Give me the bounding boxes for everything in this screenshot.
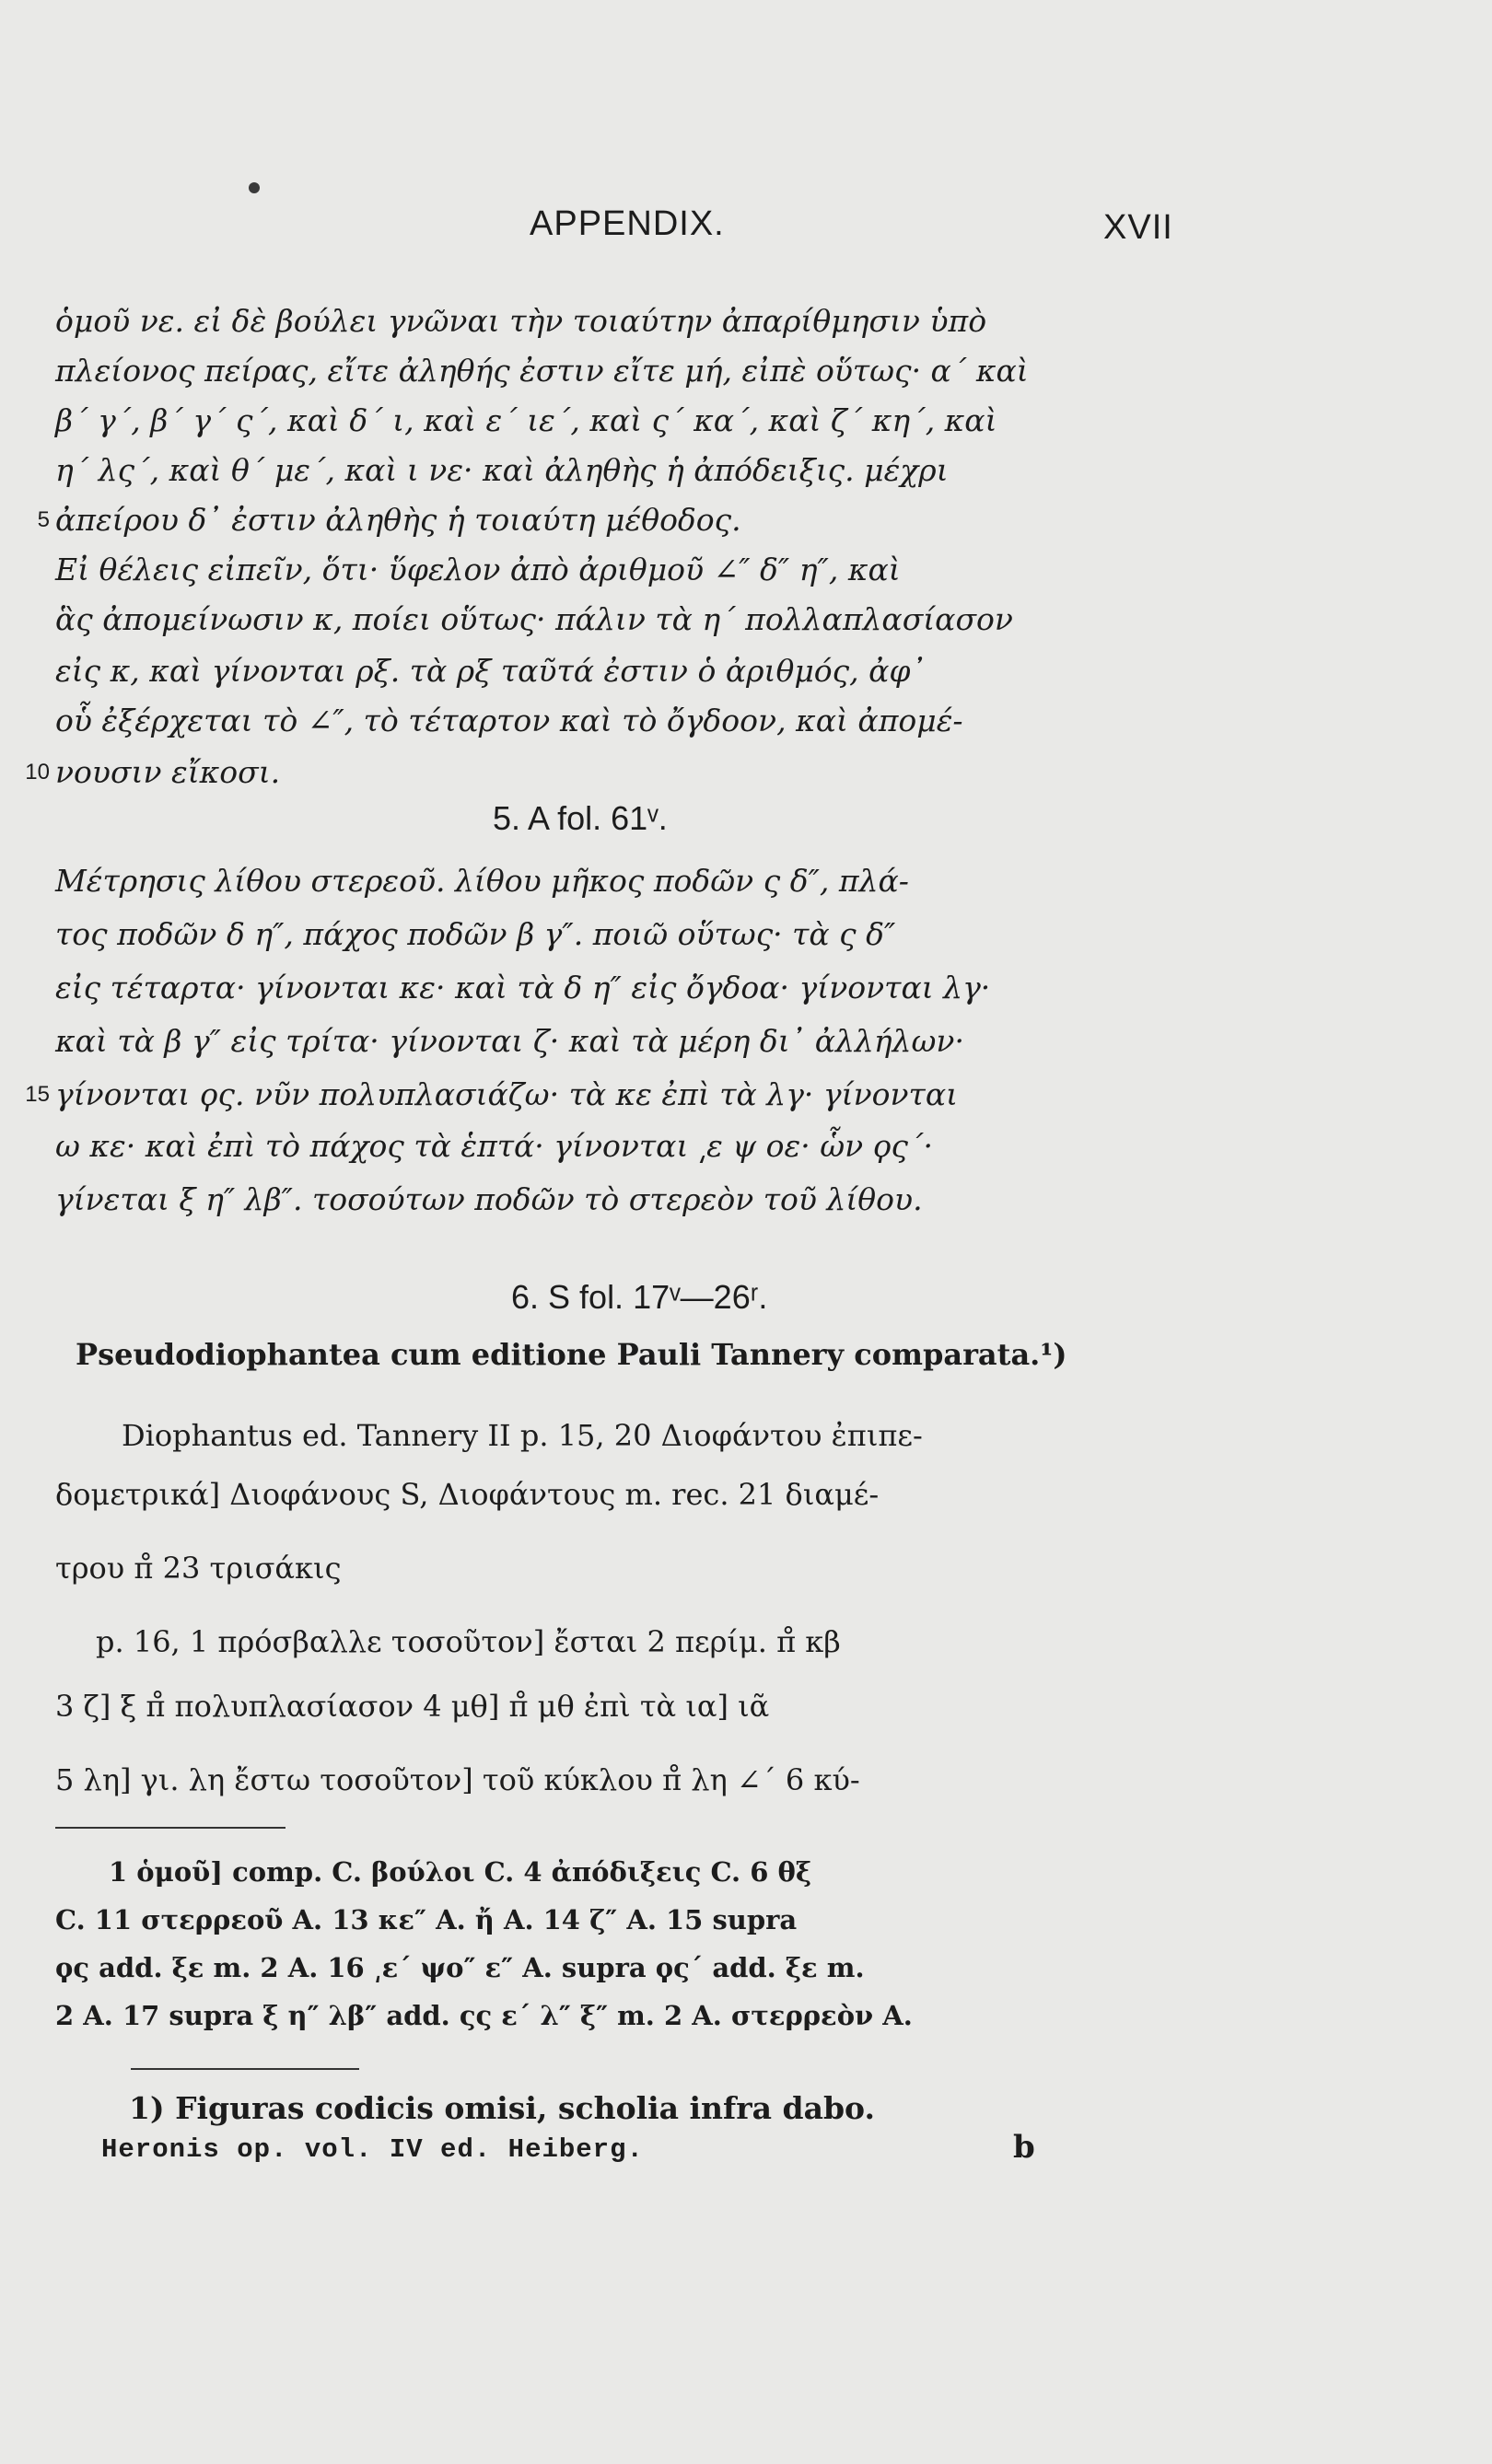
text-line: ὁμοῦ νε. εἰ δὲ βούλει γνῶναι τὴν τοιαύτην ἀπαρίθμησιν ὑπὸ <box>55 303 987 339</box>
line-number: 5 <box>37 507 50 532</box>
text-line: ω κε· καὶ ἐπὶ τὸ πάχος τὰ ἑπτά· γίνονται ͵ε ψ οε· ὧν ϙς´· <box>55 1128 934 1164</box>
text-line: εἰς τέταρτα· γίνονται κε· καὶ τὰ δ η″ εἰς ὄγδοα· γίνονται λγ· <box>55 970 991 1005</box>
running-title: APPENDIX. <box>530 204 725 243</box>
section-heading-6: 6. S fol. 17ᵛ—26ʳ. <box>511 1278 768 1316</box>
text-line: γίνεται ξ η″ λβ″. τοσούτων ποδῶν τὸ στερεὸν τοῦ λίθου. <box>55 1181 923 1217</box>
text-line: γίνονται ϙς. νῦν πολυπλασιάζω· τὰ κε ἐπὶ τὰ λγ· γίνονται <box>55 1076 959 1112</box>
text-line: οὗ ἐξέρχεται τὸ ∠″, τὸ τέταρτον καὶ τὸ ὄγδοον, καὶ ἀπομέ- <box>55 703 963 738</box>
text-line: ἀπείρου δ᾽ ἐστιν ἀληθὴς ἡ τοιαύτη μέθοδος. <box>55 502 741 538</box>
text-line: νουσιν εἴκοσι. <box>55 754 281 790</box>
apparatus-line: 2 A. 17 supra ξ η″ λβ″ add. ςς ε´ λ″ ξ″ m. 2 A. στερρεὸν A. <box>55 2000 913 2031</box>
section-subheading: Pseudodiophantea cum editione Pauli Tannery comparata.¹) <box>76 1337 1067 1372</box>
apparatus-line: C. 11 στερρεοῦ A. 13 κε″ A. ἤ A. 14 ζ″ A. 15 supra <box>55 1904 798 1935</box>
signature-mark: b <box>1013 2129 1035 2166</box>
text-line: ἃς ἀπομείνωσιν κ, ποίει οὕτως· πάλιν τὰ η´ πολλαπλασίασον <box>55 601 1013 637</box>
line-number: 10 <box>25 760 50 785</box>
text-line: η´ λς´, καὶ θ´ με´, καὶ ι νε· καὶ ἀληθὴς ἡ ἀπόδειξις. μέχρι <box>55 452 949 488</box>
text-line: τος ποδῶν δ η″, πάχος ποδῶν β γ″. ποιῶ οὕτως· τὰ ς δ″ <box>55 916 896 952</box>
text-line: καὶ τὰ β γ″ εἰς τρίτα· γίνονται ζ· καὶ τὰ μέρη δι᾽ ἀλλήλων· <box>55 1023 964 1059</box>
edition-line: 3 ζ] ξ π̊ πολυπλασίασον 4 μθ] π̊ μθ ἐπὶ τὰ ια] ιᾶ <box>55 1689 770 1724</box>
ink-speck <box>249 182 260 193</box>
text-line: εἰς κ, καὶ γίνονται ρξ. τὰ ρξ ταῦτά ἐστιν ὁ ἀριθμός, ἀφ᾽ <box>55 653 926 689</box>
edition-line: δομετρικά] Διοφάνους S, Διοφάντους m. rec. 21 διαμέ- <box>55 1477 880 1512</box>
text-line: Εἰ θέλεις εἰπεῖν, ὅτι· ὕφελον ἀπὸ ἀριθμοῦ ∠″ δ″ η″, καὶ <box>55 552 901 587</box>
line-number: 15 <box>25 1082 50 1107</box>
text-line: πλείονος πείρας, εἴτε ἀληθής ἐστιν εἴτε μή, εἰπὲ οὕτως· α´ καὶ <box>55 353 1029 389</box>
footnote-rule <box>131 2068 359 2070</box>
text-line: β´ γ´, β´ γ´ ς´, καὶ δ´ ι, καὶ ε´ ιε´, καὶ ς´ κα´, καὶ ζ´ κη´, καὶ <box>55 402 997 438</box>
edition-line: Diophantus ed. Tannery II p. 15, 20 Διοφάντου ἐπιπε- <box>122 1418 923 1453</box>
edition-line: p. 16, 1 πρόσβαλλε τοσοῦτον] ἔσται 2 περίμ. π̊ κβ <box>96 1624 841 1659</box>
apparatus-line: ϙς add. ξε m. 2 A. 16 ͵ε´ ψο″ ε″ A. supra ϙς´ add. ξε m. <box>55 1952 865 1983</box>
text-line: Μέτρησις λίθου στερεοῦ. λίθου μῆκος ποδῶν ς δ″, πλά- <box>55 863 909 899</box>
edition-line: τρου π̊ 23 τρισάκις <box>55 1551 342 1586</box>
footnote: 1) Figuras codicis omisi, scholia infra dabo. <box>129 2090 875 2126</box>
imprint-line: Heronis op. vol. IV ed. Heiberg. <box>101 2134 644 2165</box>
edition-line: 5 λη] γι. λη ἔστω τοσοῦτον] τοῦ κύκλου π̊ λη ∠´ 6 κύ- <box>55 1762 860 1797</box>
running-header <box>0 204 1492 260</box>
apparatus-line: 1 ὁμοῦ] comp. C. βούλοι C. 4 ἀπόδιξεις C. 6 θξ <box>109 1856 812 1888</box>
apparatus-rule <box>55 1827 286 1829</box>
section-heading-5: 5. A fol. 61ᵛ. <box>493 799 668 837</box>
page-number: XVII <box>1103 208 1173 247</box>
